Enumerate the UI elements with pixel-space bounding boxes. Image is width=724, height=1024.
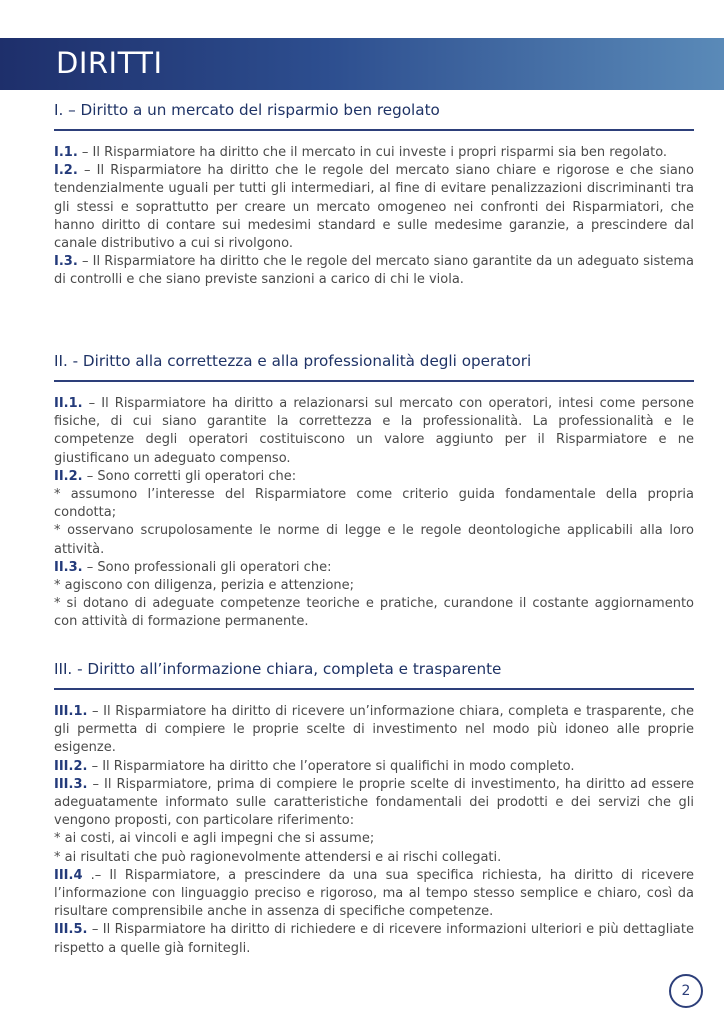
paragraph	[54, 758, 694, 776]
paragraph	[54, 776, 694, 831]
paragraph	[54, 559, 694, 577]
list-item	[54, 830, 694, 848]
paragraph	[54, 144, 694, 162]
paragraph-text: * agiscono con diligenza, perizia e attenzione;	[54, 578, 355, 594]
paragraph-number: III.1.	[54, 704, 88, 719]
header-banner	[0, 38, 724, 90]
list-item	[54, 486, 694, 522]
paragraph-text: – Il Risparmiatore ha diritto di ricevere un’informazione chiara, completa e trasparente, che gli permetta di compiere le proprie scelte di investimento nel modo più idoneo alle proprie esigenze.	[54, 704, 694, 756]
paragraph-text: – Il Risparmiatore ha diritto a relazionarsi sul mercato con operatori, intesi come persone fisiche, di cui siano garantite la correttezza e la professionalità. La professionalità e le competenze degli operatori costituiscono un valore aggiunto per il Risparmiatore e ne giustificano un adeguato compenso.	[54, 396, 694, 466]
paragraph-text: – Il Risparmiatore ha diritto che le regole del mercato siano chiare e rigorose e che siano tendenzialmente uguali per tutti gli intermediari, al fine di evitare penalizzazioni discriminanti tra gli stessi e soprattutto per creare un mercato omogeneo nei confronti dei Risparmiatori, che hanno diritto di contare sui medesimi standard e sulle medesime garanzie, a prescindere dal canale distributivo a cui si rivolgono.	[54, 163, 694, 252]
paragraph	[54, 921, 694, 957]
paragraph-text: * ai costi, ai vincoli e agli impegni che si assume;	[54, 831, 375, 847]
paragraph-text: * ai risultati che può ragionevolmente attendersi e ai rischi collegati.	[54, 849, 502, 865]
paragraph-number: III.4	[54, 867, 83, 883]
paragraph-text: – Il Risparmiatore ha diritto che le regole del mercato siano garantite da un adeguato sistema di controlli e che siano previste sanzioni a carico di chi le viola.	[54, 254, 694, 288]
paragraph	[54, 867, 694, 922]
paragraph-text: – Il Risparmiatore ha diritto che l’operatore si qualifichi in modo completo.	[87, 758, 575, 774]
page-title: DIRITTI	[56, 46, 163, 80]
paragraph	[54, 468, 694, 486]
paragraph	[54, 162, 694, 253]
page-number-label: 2	[681, 983, 691, 999]
paragraph-number: I.2.	[54, 163, 78, 179]
paragraph-number: III.2.	[54, 758, 88, 774]
section-2	[54, 350, 694, 632]
paragraph-number: I.1.	[54, 145, 78, 160]
list-item	[54, 849, 694, 867]
section-title: II. - Diritto alla correttezza e alla professionalità degli operatori	[54, 352, 532, 370]
section-divider	[54, 129, 694, 131]
paragraph-number: III.3.	[54, 776, 88, 792]
paragraph-text: – Sono corretti gli operatori che:	[82, 468, 297, 484]
paragraph-text: – Il Risparmiatore ha diritto che il mercato in cui investe i propri risparmi sia ben regolato.	[77, 145, 668, 160]
section-3	[54, 658, 694, 958]
paragraph-text: * assumono l’interesse del Risparmiatore come criterio guida fondamentale della propria condotta;	[54, 487, 694, 521]
paragraph-text: – Il Risparmiatore, prima di compiere le proprie scelte di investimento, ha diritto ad essere adeguatamente informato sulle caratteristiche fondamentali dei prodotti e dei servizi che gli vengono proposti, con particolare riferimento:	[54, 776, 694, 829]
paragraph	[54, 395, 694, 468]
section-1	[54, 99, 694, 290]
paragraph-number: I.3.	[54, 254, 78, 270]
section-title: III. - Diritto all’informazione chiara, completa e trasparente	[54, 660, 502, 678]
page-number	[669, 974, 703, 1008]
paragraph-number: III.5.	[54, 922, 88, 938]
paragraph-number: II.3.	[54, 559, 83, 575]
paragraph-number: II.2.	[54, 468, 83, 484]
section-title: I. – Diritto a un mercato del risparmio ben regolato	[54, 101, 440, 119]
paragraph	[54, 703, 694, 758]
paragraph-text: .– Il Risparmiatore, a prescindere da una sua specifica richiesta, ha diritto di ricevere l’informazione con linguaggio preciso e rigoroso, ma al tempo stesso semplice e chiaro, così da risultare comprensibile anche in assenza di specifiche competenze.	[54, 867, 694, 920]
paragraph	[54, 253, 694, 289]
list-item	[54, 522, 694, 558]
paragraph-number: II.1.	[54, 396, 83, 411]
paragraph-text: – Il Risparmiatore ha diritto di richiedere e di ricevere informazioni ulteriori e più dettagliate rispetto a quelle già fornitegli.	[54, 922, 694, 956]
section-divider	[54, 380, 694, 382]
paragraph-text: * osservano scrupolosamente le norme di legge e le regole deontologiche applicabili alla loro attività.	[54, 523, 694, 557]
paragraph-text: – Sono professionali gli operatori che:	[82, 559, 332, 575]
list-item	[54, 577, 694, 595]
section-body	[54, 144, 694, 290]
section-body	[54, 703, 694, 958]
section-body	[54, 395, 694, 632]
list-item	[54, 595, 694, 631]
section-divider	[54, 688, 694, 690]
paragraph-text: * si dotano di adeguate competenze teoriche e pratiche, curandone il costante aggiornamento con attività di formazione permanente.	[54, 596, 694, 630]
